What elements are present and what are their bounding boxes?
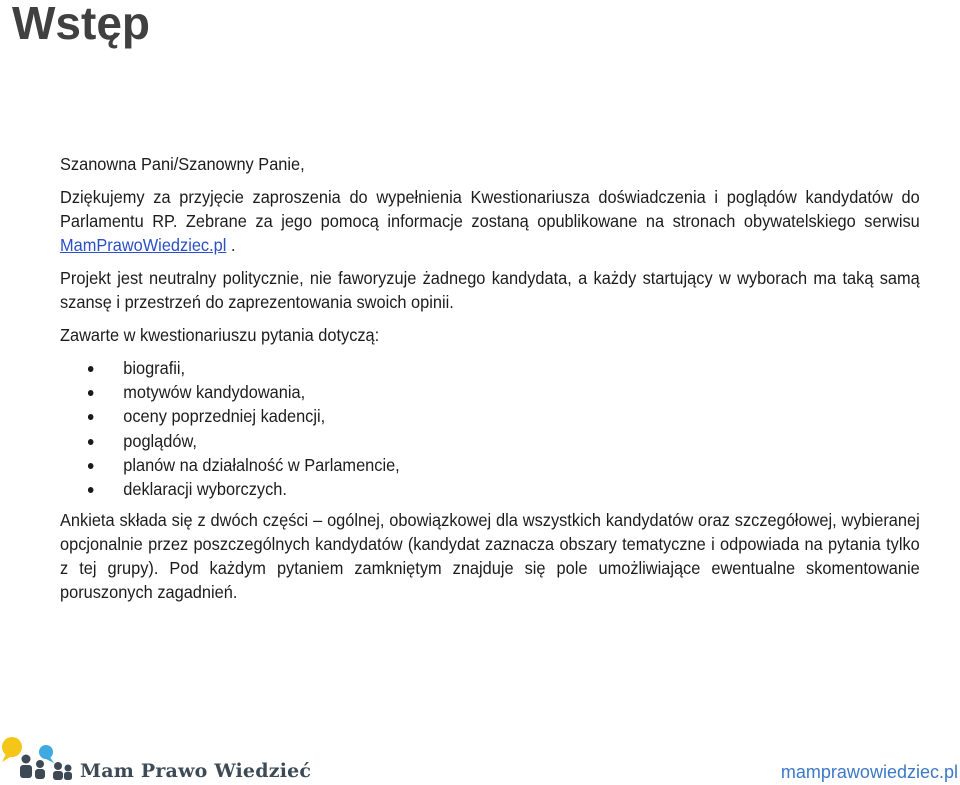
paragraph-intro-text: Dziękujemy za przyjęcie zaproszenia do wypełnienia Kwestionariusza doświadczenia i poglądów kandydatów do Parlamentu RP. Zebrane za jego pomocą informacje zostaną opublikowane na stronach obywatelskiego serwisu <box>60 187 920 231</box>
list-item <box>60 380 856 404</box>
salutation: Szanowna Pani/Szanowny Panie, <box>60 154 305 174</box>
list-item <box>60 453 856 477</box>
bullet-icon <box>88 414 94 420</box>
list-item <box>60 477 856 501</box>
list-item-label: motywów kandydowania, <box>123 382 306 403</box>
list-item <box>60 356 856 380</box>
page-title: Wstęp <box>12 0 150 49</box>
paragraph-survey-structure: Ankieta składa się z dwóch części – ogólnej, obowiązkowej dla wszystkich kandydatów oraz szczegółowej, wybieranej opcjonalnie przez poszczególnych kandydatów (kandydat zaznacza obszary tematyczne i odpowiada na pytania tylko z tej grupy). Pod każdym pytaniem zamkniętym znajduje się pole umożliwiające ewentualne skomentowanie poruszonych zagadnień. <box>60 510 920 603</box>
site-url-link[interactable]: mamprawowiedziec.pl <box>780 762 958 782</box>
list-item-label: planów na działalność w Parlamencie, <box>123 454 400 475</box>
letter-body <box>60 152 920 613</box>
logo-text: Mam Prawo Wiedzieć <box>80 760 312 782</box>
list-item <box>60 404 856 428</box>
bullet-icon <box>88 366 94 372</box>
bullet-icon <box>88 439 94 445</box>
bullet-icon <box>88 463 94 469</box>
site-link[interactable]: MamPrawoWiedziec.pl <box>60 235 227 255</box>
bullet-icon <box>88 390 94 396</box>
list-item-label: deklaracji wyborczych. <box>123 479 287 500</box>
paragraph-questions-intro: Zawarte w kwestionariuszu pytania dotyczą: <box>60 325 380 345</box>
paragraph-intro <box>60 185 920 257</box>
topics-list <box>60 356 856 501</box>
list-item-label: biografii, <box>123 358 186 378</box>
paragraph-intro-end: . <box>226 235 236 255</box>
list-item <box>60 429 856 453</box>
list-item-label: oceny poprzedniej kadencji, <box>123 406 326 427</box>
list-item-label: poglądów, <box>123 430 197 451</box>
paragraph-neutrality: Projekt jest neutralny politycznie, nie faworyzuje żadnego kandydata, a każdy startujący w wyborach ma taką samą szansę i przestrzeń do zaprezentowania swoich opinii. <box>60 268 920 312</box>
bullet-icon <box>88 487 94 493</box>
